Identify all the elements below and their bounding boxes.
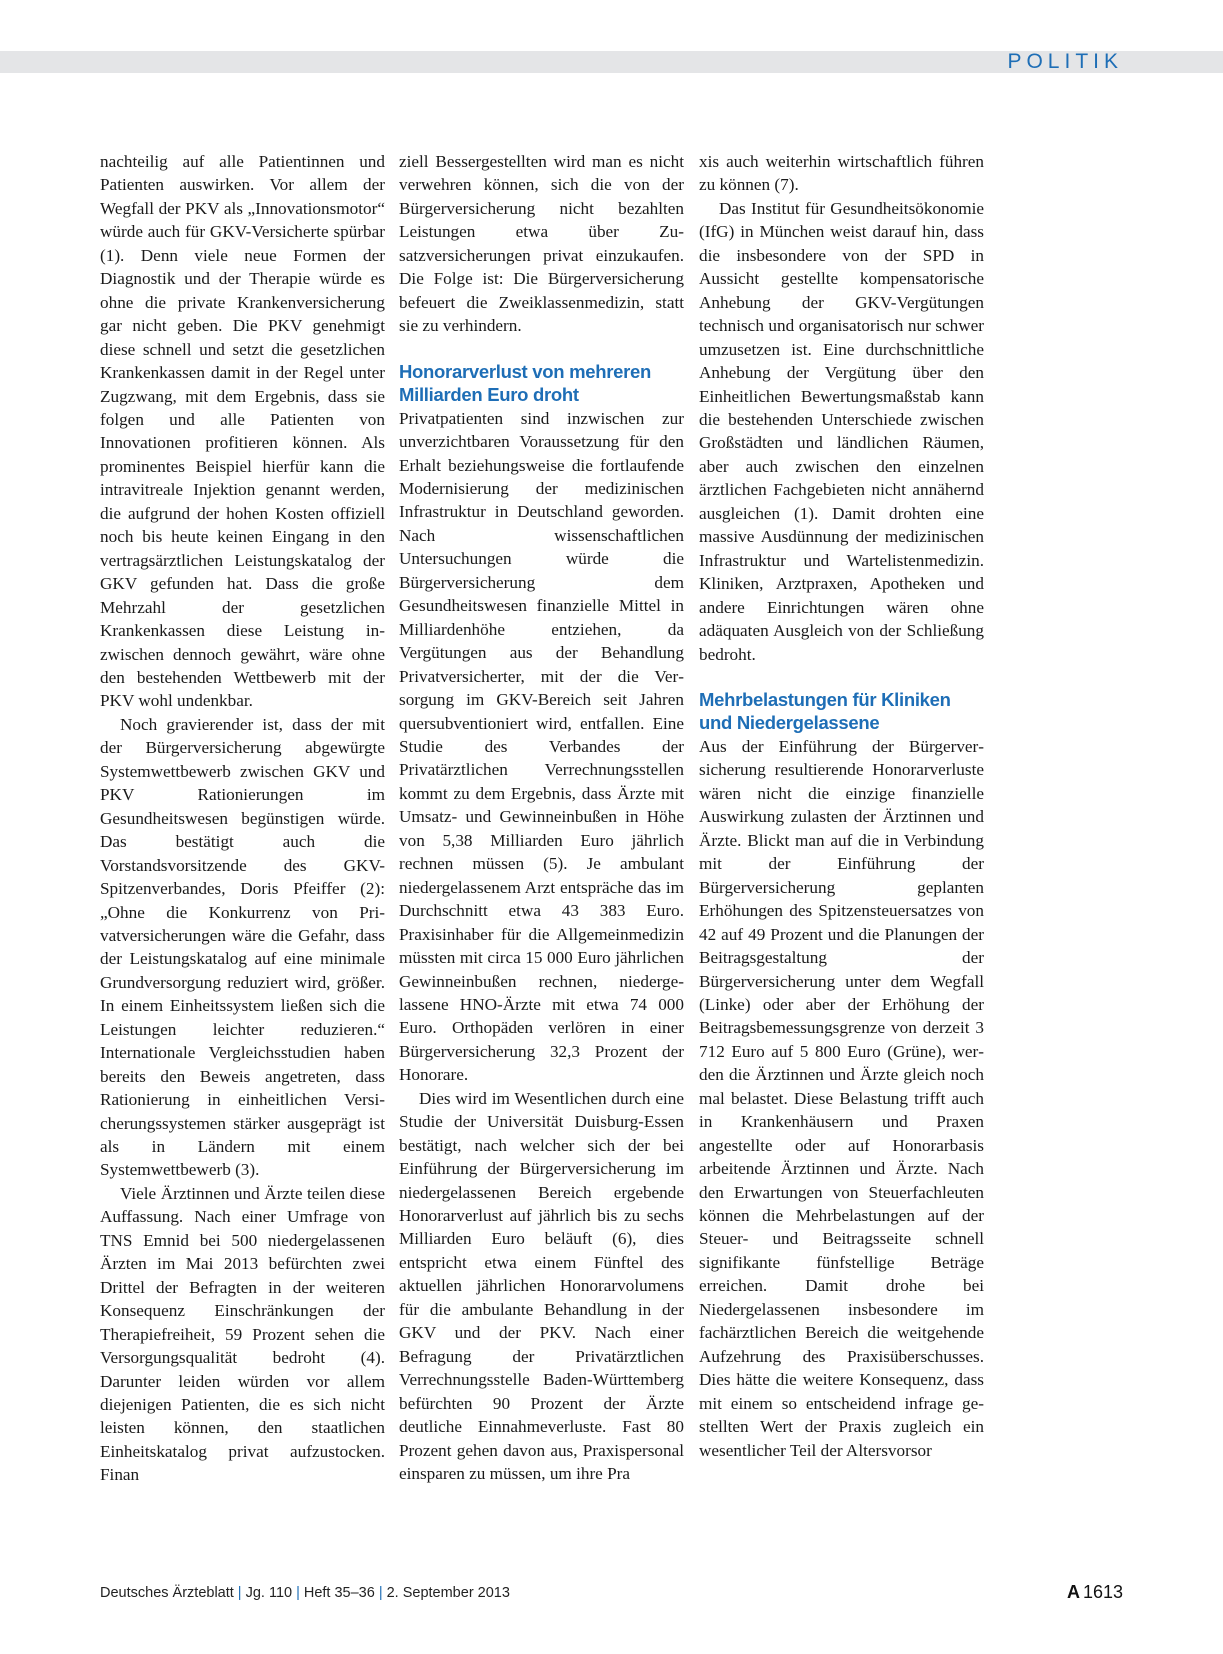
page-prefix: A [1066, 1582, 1080, 1602]
paragraph: xis auch weiterhin wirtschaftlich führen zu können (7). [699, 152, 984, 195]
footer-citation [100, 1583, 510, 1603]
footer-separator: | [378, 1585, 383, 1601]
paragraph: Viele Ärztinnen und Ärzte teilen diese Auffassung. Nach einer Umfrage von TNS Emnid bei 500 niedergelassenen Ärzten im Mai 2013 befürchten zwei Drittel der Befragten in der weiteren Konsequenz Einschränkungen der Therapiefreiheit, 59 Prozent sehen die Versorgungsqualität bedroht (4). Darunter leiden würden vor allem diejenigen Patienten, die es sich nicht leisten können, den staatlichen Einheitskatalog privat aufzustocken. Finan [100, 1183, 385, 1485]
paragraph: Noch gravierender ist, dass der mit der Bürgerversicherung abgewürgte Systemwettbewerb zwischen GKV und PKV Rationierungen im Gesundheitswesen begünstigen würde. Das bestätigt auch die Vorstandsvorsitzende des GKV-Spitzenverbandes, Doris Pfeiffer (2): „Ohne die Konkurrenz von Privatversicherungen wäre die Gefahr, dass der Leistungskatalog auf eine minimale Grundversorgung reduziert wird, größer. In einem Einheitssystem ließen sich die Leistungen leichter reduzieren.“ Internationale Vergleichsstudien haben bereits den Beweis angetreten, dass Rationierung in einheitlichen Versicherungssystemen stärker ausgeprägt ist als in Ländern mit einem Systemwettbewerb (3). [100, 714, 385, 1180]
column-3 [699, 150, 984, 1462]
paragraph: Dies wird im Wesentlichen durch eine Studie der Universität Duisburg-Essen bestätigt, nach welcher sich der bei Einführung der Bürgerversicherung im niedergelassenen Bereich ergebende Honorarverlust auf jährlich bis zu sechs Milliarden Euro beläuft (6), dies entspricht etwa einem Fünftel des aktuellen jährlichen Honorarvolumens für die ambulante Behandlung in der GKV und der PKV. Nach einer Befragung der Privatärztlichen Verrechnungsstelle Baden-Württemberg befürchten 90 Prozent der Ärzte deutliche Einnahmeverluste. Fast 80 Prozent gehen davon aus, Praxispersonal einsparen zu müssen, um ihre Pra [399, 1088, 684, 1484]
paragraph: nachteilig auf alle Patientinnen und Patienten auswirken. Vor allem der Wegfall der PKV als „Innovationsmotor“ würde auch für GKV-Versicherte spürbar (1). Denn viele neue Formen der Diagnostik und der Therapie würde es ohne die private Krankenversicherung gar nicht geben. Die PKV genehmigt diese schnell und setzt die gesetzlichen Krankenkassen damit in der Regel unter Zugzwang, mit dem Ergebnis, dass sie folgen und alle Patienten von Innovationen profitieren können. Als prominentes Beispiel hierfür kann die intravitreale Injektion genannt werden, die aufgrund der hohen Kosten offiziell noch bis heute keinen Eingang in den vertragsärztlichen Leistungskatalog der GKV gefunden hat. Dass die große Mehrzahl der gesetzlichen Krankenkassen diese Leistung inzwischen dennoch gewährt, wäre ohne den bestehenden Wettbewerb mit der PKV wohl undenkbar. [100, 152, 385, 711]
section-heading: Mehrbelastungen für Kliniken und Niedergelassene [699, 688, 951, 734]
journal-issue: Heft 35–36 [303, 1585, 375, 1601]
paragraph: Aus der Einführung der Bürgerversicherung resultierende Honorarverluste wären nicht die einzige finanzielle Auswirkung zulasten der Ärztinnen und Ärzte. Blickt man auf die in Verbindung mit der Einführung der Bürgerversicherung geplanten Erhöhungen des Spitzensteuersatzes von 42 auf 49 Prozent und die Planungen der Beitragsgestaltung der Bürgerversicherung unter dem Wegfall (Linke) oder aber der Erhöhung der Beitragsbemessungsgrenze von derzeit 3 712 Euro auf 5 800 Euro (Grüne), werden die Ärztinnen und Ärzte gleich noch mal belastet. Diese Belastung trifft auch in Krankenhäusern und Praxen angestellte oder auf Honorarbasis arbeitende Ärztinnen und Ärzte. Nach den Erwartungen von Steuerfachleuten können die Mehrbelastungen auf der Steuer- und Beitragsseite schnell signifikante fünfstellige Beträge erreichen. Damit drohe bei Niedergelassenen insbesondere im fachärztlichen Bereich die weitgehende Aufzehrung des Praxisüberschusses. Dies hätte die weitere Konsequenz, dass mit einem so entscheidend infrage gestellten Wert der Praxis zugleich ein wesentlicher Teil der Altersvorsor [699, 736, 984, 1460]
section-label: POLITIK [1007, 50, 1123, 73]
paragraph: Das Institut für Gesundheitsökonomie (IfG) in München weist darauf hin, dass die insbesondere von der SPD in Aussicht gestellte kompensatorische Anhebung der GKV-Vergütungen technisch und organisatorisch nur schwer umzusetzen ist. Eine durchschnittliche Anhebung der Vergütung über den Einheitlichen Bewertungsmaßstab kann die bestehenden Unterschiede zwischen Großstädten und ländlichen Räumen, aber auch zwischen den einzelnen ärztlichen Fachgebieten nicht annähernd ausgleichen (1). Damit drohten eine massive Ausdünnung der medizinischen Infrastruktur und Wartelistenmedizin. Kliniken, Arztpraxen, Apotheken und andere Einrichtungen wären ohne adäquaten Ausgleich von der Schließung bedroht. [699, 198, 984, 664]
paragraph: Privatpatienten sind inzwischen zur unverzichtbaren Voraussetzung für den Erhalt beziehungsweise die fortlaufende Modernisierung der medizinischen Infrastruktur in Deutschland geworden. Nach wissenschaftlichen Untersuchungen würde die Bürgerversicherung dem Gesundheitswesen finanzielle Mittel in Milliardenhöhe entziehen, da Vergütungen aus der Behandlung Privatversicherter, mit der die Versorgung im GKV-Bereich seit Jahren quersubventioniert wird, entfallen. Eine Studie des Verbandes der Privatärztlichen Verrechnungsstellen kommt zu dem Ergebnis, dass Ärzte mit Umsatz- und Gewinneinbußen in Höhe von 5,38 Milliarden Euro jährlich rechnen müssen (5). Je ambulant niedergelassenem Arzt entspräche das im Durchschnitt etwa 43 383 Euro. Praxisinhaber für die Allgemeinmedizin müssten mit circa 15 000 Euro jährlichen Gewinneinbußen rechnen, niedergelassene HNO-Ärzte mit etwa 74 000 Euro. Orthopäden verlören in einer Bürgerversicherung 32,3 Prozent der Honorare. [399, 408, 684, 1085]
column-2 [399, 150, 684, 1485]
journal-volume: Jg. 110 [245, 1585, 293, 1601]
section-heading: Honorarverlust von mehreren Milliarden Euro droht [399, 360, 652, 406]
journal-date: 2. September 2013 [386, 1585, 510, 1601]
page-number [1067, 1580, 1123, 1604]
journal-name: Deutsches Ärzteblatt [100, 1585, 234, 1601]
footer-separator: | [296, 1585, 300, 1601]
paragraph: ziell Bessergestellten wird man es nicht verwehren können, sich die von der Bürgerversicherung nicht bezahlten Leistungen etwa über Zusatzversicherungen privat einzukaufen. Die Folge ist: Die Bürgerversicherung befeuert die Zweiklassenmedizin, statt sie zu verhindern. [399, 152, 684, 336]
footer-separator: | [237, 1585, 242, 1601]
page-number-value: 1613 [1082, 1582, 1123, 1602]
column-1 [100, 150, 385, 1487]
